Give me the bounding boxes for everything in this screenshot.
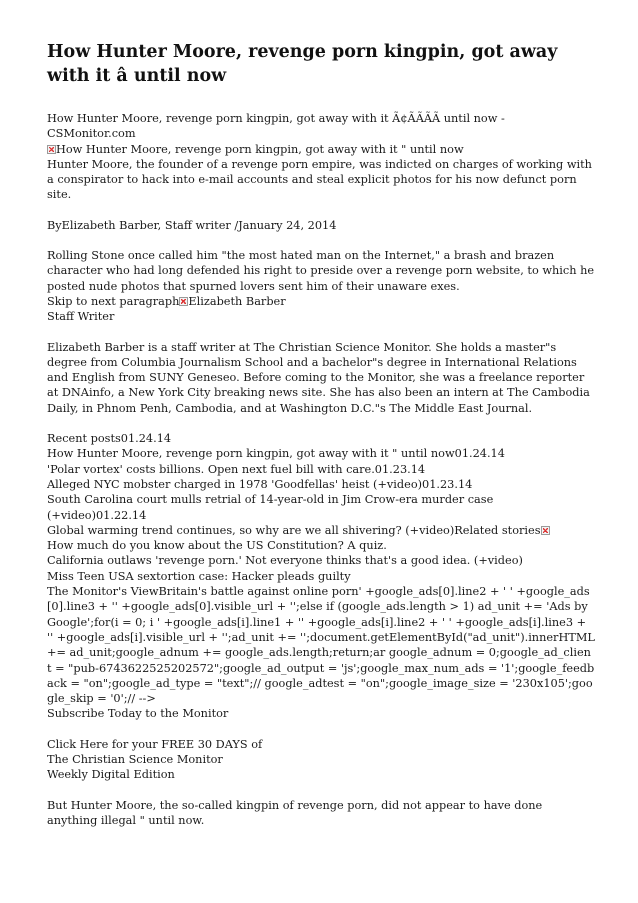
recent-post-link[interactable]: Alleged NYC mobster charged in 1978 'Goodfellas' heist (+video)01.23.14 bbox=[47, 477, 473, 491]
recent-posts-header: Recent posts01.24.14 bbox=[47, 432, 172, 446]
offer-line[interactable]: Click Here for your FREE 30 DAYS of bbox=[47, 737, 263, 751]
related-story-link[interactable]: California outlaws 'revenge porn.' Not everyone thinks that's a good idea. (+video) bbox=[47, 554, 523, 568]
recent-post-link-last[interactable]: Global warming trend continues, so why are we all shivering? (+video)Related stories bbox=[47, 523, 595, 538]
related-story-link[interactable]: Miss Teen USA sextortion case: Hacker pleads guilty bbox=[47, 569, 351, 583]
broken-image-icon bbox=[47, 145, 56, 154]
lead-paragraph: Rolling Stone once called him "the most hated man on the Internet," a brash and brazen character who had long defended his right to preside over a revenge porn website, to which he posted nude photos that spurned lovers sent him of their unaware exes. bbox=[47, 249, 595, 293]
recent-post-link[interactable]: South Carolina court mulls retrial of 14-year-old in Jim Crow-era murder case (+video)01.22.14 bbox=[47, 493, 494, 522]
meta-title: How Hunter Moore, revenge porn kingpin, got away with it Ã¢ÃÃÃÃ until now - CSMonitor.com bbox=[47, 112, 505, 141]
skip-link[interactable]: Skip to next paragraph bbox=[47, 294, 180, 308]
image-caption-line bbox=[47, 142, 595, 157]
closing-paragraph: But Hunter Moore, the so-called kingpin of revenge porn, did not appear to have done anything illegal " until now. bbox=[47, 798, 543, 827]
image-caption: How Hunter Moore, revenge porn kingpin, got away with it " until now bbox=[56, 142, 464, 156]
subscribe-link[interactable]: Subscribe Today to the Monitor bbox=[47, 707, 229, 721]
recent-post-link[interactable]: 'Polar vortex' costs billions. Open next fuel bill with care.01.23.14 bbox=[47, 462, 426, 476]
broken-image-icon bbox=[541, 526, 550, 535]
author-bio: Elizabeth Barber is a staff writer at The Christian Science Monitor. She holds a master"s degree from Columbia Journalism School and a bachelor"s degree in International Relations and English from SUNY Geneseo. Before coming to the Monitor, she was a freelance reporter at DNAinfo, a New York City breaking news site. She has also been an intern at The Cambodia Daily, in Phnom Penh, Cambodia, and at Washington D.C."s The Middle East Journal. bbox=[47, 340, 590, 415]
document-title: How Hunter Moore, revenge porn kingpin, got away with it â until now bbox=[47, 42, 558, 86]
broken-image-icon bbox=[179, 297, 188, 306]
related-story-link[interactable]: How much do you know about the US Constitution? A quiz. bbox=[47, 539, 387, 553]
offer-line: The Christian Science Monitor bbox=[47, 752, 223, 766]
author-line bbox=[47, 294, 595, 309]
document-page bbox=[47, 40, 595, 828]
ad-script-text: The Monitor's ViewBritain's battle against online porn' +google_ads[0].line2 + ' ' +google_ads[0].line3 + '' +google_ads[0].visible_url + '';else if (google_ads.length > 1) ad_unit += 'Ads by Google';for(i = 0; i ' +google_ads[i].line1 + '' +google_ads[i].line2 + ' ' +google_ads[i].line3 + '' +google_ads[i].visible_url + '';ad_unit += '';document.getElementById("ad_unit").innerHTML += ad_unit;google_adnum += google_ads.length;return;ar google_adnum = 0;google_ad_client = "pub-6743622525202572";google_ad_output = 'js';google_max_num_ads = '1';google_feedback = "on";google_ad_type = "text";// google_adtest = "on";google_image_size = '230x105';google_skip = '0';// --> bbox=[47, 585, 595, 706]
author-role: Staff Writer bbox=[47, 310, 115, 324]
offer-line: Weekly Digital Edition bbox=[47, 768, 175, 782]
recent-post-link[interactable]: How Hunter Moore, revenge porn kingpin, got away with it " until now01.24.14 bbox=[47, 447, 505, 461]
byline: ByElizabeth Barber, Staff writer /January 24, 2014 bbox=[47, 218, 337, 232]
author-name: Elizabeth Barber bbox=[188, 294, 286, 308]
summary: Hunter Moore, the founder of a revenge porn empire, was indicted on charges of working with a conspirator to hack into e-mail accounts and steal explicit photos for his now defunct porn site. bbox=[47, 157, 592, 202]
